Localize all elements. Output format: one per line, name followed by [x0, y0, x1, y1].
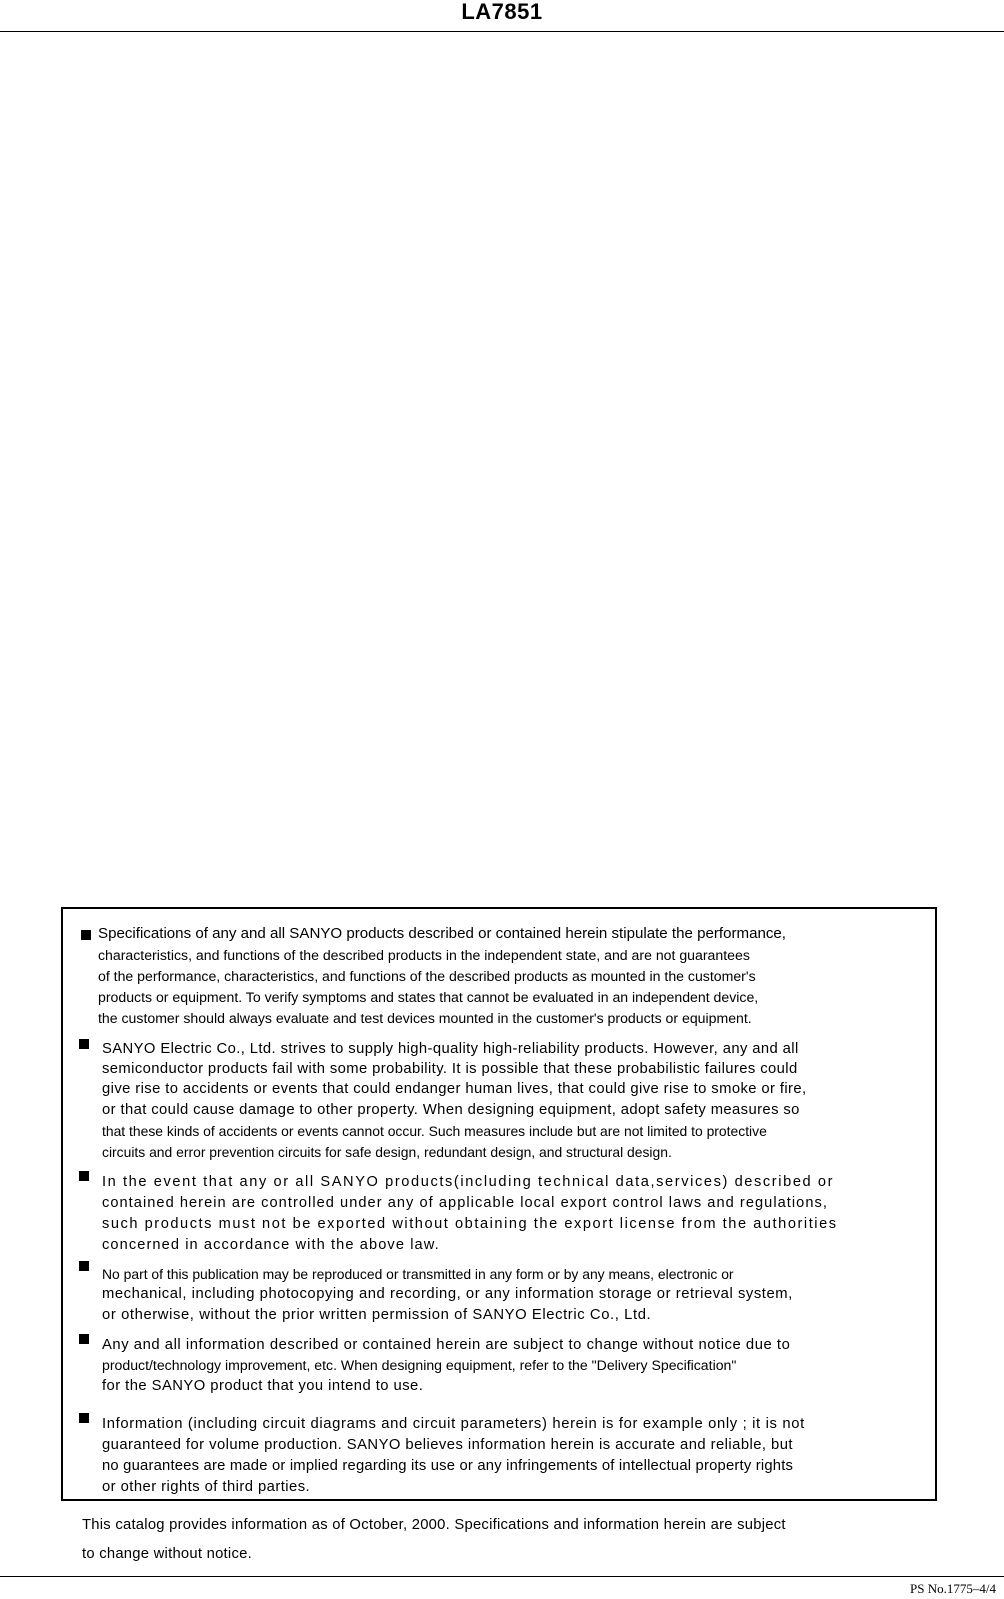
notice-line: of the performance, characteristics, and functions of the described products as mounted in the customer's: [98, 968, 756, 984]
notice-line: contained herein are controlled under any of applicable local export control laws and regulations,: [102, 1195, 828, 1211]
catalog-date-note: This catalog provides information as of October, 2000. Specifications and information herein are subject: [82, 1517, 786, 1533]
notice-line: characteristics, and functions of the described products in the independent state, and are not guarantees: [98, 947, 750, 963]
notice-line: Specifications of any and all SANYO products described or contained herein stipulate the performance,: [98, 925, 786, 942]
notice-line: circuits and error prevention circuits for safe design, redundant design, and structural design.: [102, 1144, 672, 1160]
page-number: PS No.1775–4/4: [910, 1581, 996, 1596]
square-bullet-icon: [79, 1413, 89, 1423]
notice-line: Any and all information described or contained herein are subject to change without notice due to: [102, 1337, 791, 1353]
notice-line: guaranteed for volume production. SANYO believes information herein is accurate and reliable, but: [102, 1437, 793, 1453]
footer-divider: [0, 1576, 1004, 1577]
notice-line: products or equipment. To verify symptoms and states that cannot be evaluated in an independent device,: [98, 989, 759, 1005]
square-bullet-icon: [79, 1334, 89, 1344]
square-bullet-icon: [79, 1039, 89, 1049]
notice-line: or otherwise, without the prior written permission of SANYO Electric Co., Ltd.: [102, 1307, 652, 1323]
page-title: LA7851: [461, 0, 543, 24]
notice-line: Information (including circuit diagrams and circuit parameters) herein is for example only ; it is not: [102, 1416, 805, 1432]
notice-line: concerned in accordance with the above law.: [102, 1237, 440, 1253]
notice-line: no guarantees are made or implied regarding its use or any infringements of intellectual property rights: [102, 1458, 794, 1474]
notice-line: mechanical, including photocopying and recording, or any information storage or retrieval system,: [102, 1286, 793, 1302]
notice-line: such products must not be exported without obtaining the export license from the authorities: [102, 1216, 838, 1232]
square-bullet-icon: [81, 930, 91, 940]
square-bullet-icon: [79, 1261, 89, 1271]
notice-line: that these kinds of accidents or events cannot occur. Such measures include but are not limited to protective: [102, 1123, 767, 1139]
square-bullet-icon: [79, 1171, 89, 1181]
catalog-date-note-continued: to change without notice.: [82, 1546, 252, 1562]
notice-line: the customer should always evaluate and test devices mounted in the customer's products or equipment.: [98, 1010, 752, 1026]
notice-line: product/technology improvement, etc. When designing equipment, refer to the "Delivery Specification": [102, 1357, 737, 1373]
notice-box: [61, 907, 937, 1501]
notice-line: In the event that any or all SANYO products(including technical data,services) described or: [102, 1174, 835, 1190]
page-header: [0, 0, 1004, 32]
notice-line: give rise to accidents or events that could endanger human lives, that could give rise to smoke or fire,: [102, 1081, 807, 1097]
notice-line: No part of this publication may be reproduced or transmitted in any form or by any means, electronic or: [102, 1266, 734, 1282]
notice-line: or that could cause damage to other property. When designing equipment, adopt safety measures so: [102, 1102, 800, 1118]
notice-line: SANYO Electric Co., Ltd. strives to supply high-quality high-reliability products. However, any and all: [102, 1041, 799, 1057]
notice-line: semiconductor products fail with some probability. It is possible that these probabilistic failures could: [102, 1061, 798, 1077]
notice-line: for the SANYO product that you intend to use.: [102, 1378, 424, 1394]
notice-line: or other rights of third parties.: [102, 1479, 311, 1495]
